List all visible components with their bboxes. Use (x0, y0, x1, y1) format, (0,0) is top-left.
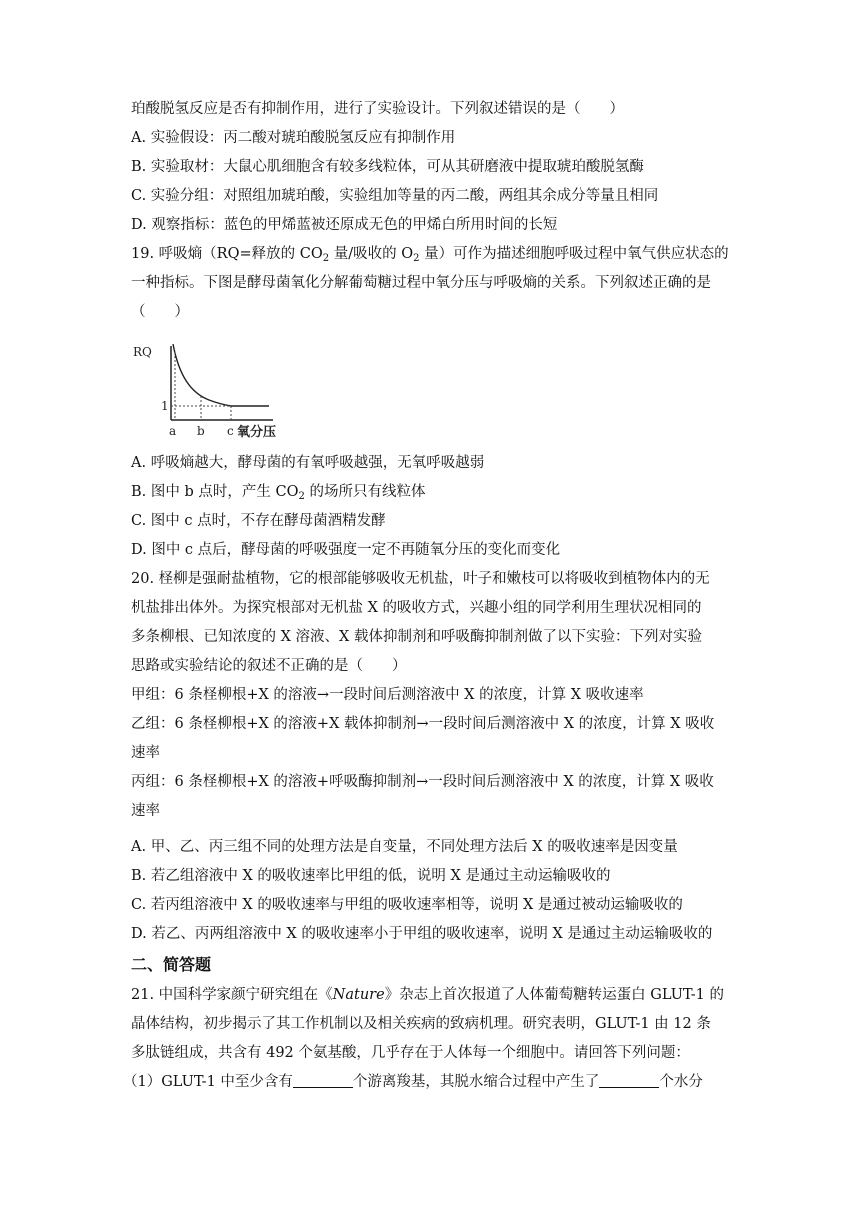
q19-stem-part: 量）可作为描述细胞呼吸过程中氧气供应状态的 (419, 246, 729, 262)
q19-stem-line2: 一种指标。下图是酵母菌氧化分解葡萄糖过程中氧分压与呼吸熵的关系。下列叙述正确的是 (131, 275, 711, 291)
q21-stem-part: 21. 中国科学家颜宁研究组在《 (131, 987, 333, 1003)
graph-x-tick-b: b (197, 424, 205, 438)
q20-stem-line1: 20. 柽柳是强耐盐植物，它的根部能够吸收无机盐，叶子和嫩枝可以将吸收到植物体内的无 (131, 571, 710, 587)
q20-option-c: C. 若丙组溶液中 X 的吸收速率与甲组的吸收速率相等，说明 X 是通过被动运输吸收的 (131, 897, 683, 913)
answer-blank[interactable] (293, 1073, 353, 1088)
q21-sub1-part: 个水分 (659, 1074, 703, 1090)
journal-name: Nature (332, 987, 385, 1003)
q21-sub1-part: 个游离羧基，其脱水缩合过程中产生了 (352, 1074, 600, 1090)
q20-option-d: D. 若乙、丙两组溶液中 X 的吸收速率小于甲组的吸收速率，说明 X 是通过主动运输吸收的 (131, 926, 713, 942)
graph-y-label: RQ (133, 345, 152, 359)
q19-stem-line3: （ ） (131, 304, 189, 320)
q18-stem-tail: 珀酸脱氢反应是否有抑制作用，进行了实验设计。下列叙述错误的是（ ） (131, 101, 624, 117)
q21-subquestion-1 (123, 1071, 703, 1093)
q21-stem-line2: 晶体结构，初步揭示了其工作机制以及相关疾病的致病机理。研究表明，GLUT-1 由 12 条 (131, 1016, 711, 1032)
q20-stem-line4: 思路或实验结论的叙述不正确的是（ ） (131, 658, 407, 674)
q20-stem-line2: 机盐排出体外。为探究根部对无机盐 X 的吸收方式，兴趣小组的同学利用生理状况相同的 (131, 600, 702, 616)
answer-blank[interactable] (599, 1073, 659, 1088)
graph-x-tick-c: c (227, 424, 234, 438)
q21-stem-line1 (131, 984, 724, 1006)
subscript: 2 (322, 253, 330, 264)
q21-stem-part: 》杂志上首次报道了人体葡萄糖转运蛋白 GLUT-1 的 (384, 987, 724, 1003)
q20-group-yi: 乙组：6 条柽柳根+X 的溶液+X 载体抑制剂→一段时间后测溶液中 X 的浓度，计算 X 吸收 (131, 716, 715, 732)
q20-group-jia: 甲组：6 条柽柳根+X 的溶液→一段时间后测溶液中 X 的浓度，计算 X 吸收速率 (131, 687, 644, 703)
section-heading: 二、简答题 (131, 955, 212, 974)
q20-option-a: A. 甲、乙、丙三组不同的处理方法是自变量，不同处理方法后 X 的吸收速率是因变量 (131, 839, 678, 855)
q19-option-b (131, 481, 425, 503)
q20-group-bing: 丙组：6 条柽柳根+X 的溶液+呼吸酶抑制剂→一段时间后测溶液中 X 的浓度，计算 X 吸收 (131, 774, 714, 790)
q18-option-a: A. 实验假设：丙二酸对琥珀酸脱氢反应有抑制作用 (131, 130, 456, 146)
q19-option-d: D. 图中 c 点后，酵母菌的呼吸强度一定不再随氧分压的变化而变化 (131, 542, 561, 558)
q21-stem-line3: 多肽链组成，共含有 492 个氨基酸，几乎存在于人体每一个细胞中。请回答下列问题： (131, 1045, 690, 1061)
graph-y-tick-1: 1 (161, 399, 169, 413)
q19-option-a: A. 呼吸熵越大，酵母菌的有氧呼吸越强，无氧呼吸越弱 (131, 455, 485, 471)
rq-curve (173, 344, 269, 406)
q19-option-b-part: 的场所只有线粒体 (304, 484, 426, 500)
q20-option-b: B. 若乙组溶液中 X 的吸收速率比甲组的低，说明 X 是通过主动运输吸收的 (131, 868, 611, 884)
rq-oxygen-graph (131, 338, 281, 442)
q18-option-c: C. 实验分组：对照组加琥珀酸，实验组加等量的丙二酸，两组其余成分等量且相同 (131, 188, 659, 204)
q18-option-b: B. 实验取材：大鼠心肌细胞含有较多线粒体，可从其研磨液中提取琥珀酸脱氢酶 (131, 159, 644, 175)
subscript: 2 (413, 253, 420, 264)
subscript: 2 (298, 491, 305, 502)
q20-group-bing-cont: 速率 (131, 803, 160, 819)
q19-stem-part: 量/吸收的 O (329, 246, 414, 262)
q19-stem-part: 19. 呼吸熵（RQ=释放的 CO (131, 246, 323, 262)
q19-option-b-part: B. 图中 b 点时，产生 CO (131, 484, 299, 500)
q21-sub1-part: （1）GLUT-1 中至少含有 (123, 1074, 293, 1090)
q19-stem-line1 (131, 243, 729, 265)
q20-group-yi-cont: 速率 (131, 745, 160, 761)
q18-option-d: D. 观察指标：蓝色的甲烯蓝被还原成无色的甲烯白所用时间的长短 (131, 217, 558, 233)
graph-x-label: 氧分压 (237, 425, 277, 440)
graph-x-tick-a: a (169, 424, 177, 438)
q20-stem-line3: 多条柳根、已知浓度的 X 溶液、X 载体抑制剂和呼吸酶抑制剂做了以下实验：下列对实验 (131, 629, 702, 645)
q19-option-c: C. 图中 c 点时，不存在酵母菌酒精发酵 (131, 513, 386, 529)
